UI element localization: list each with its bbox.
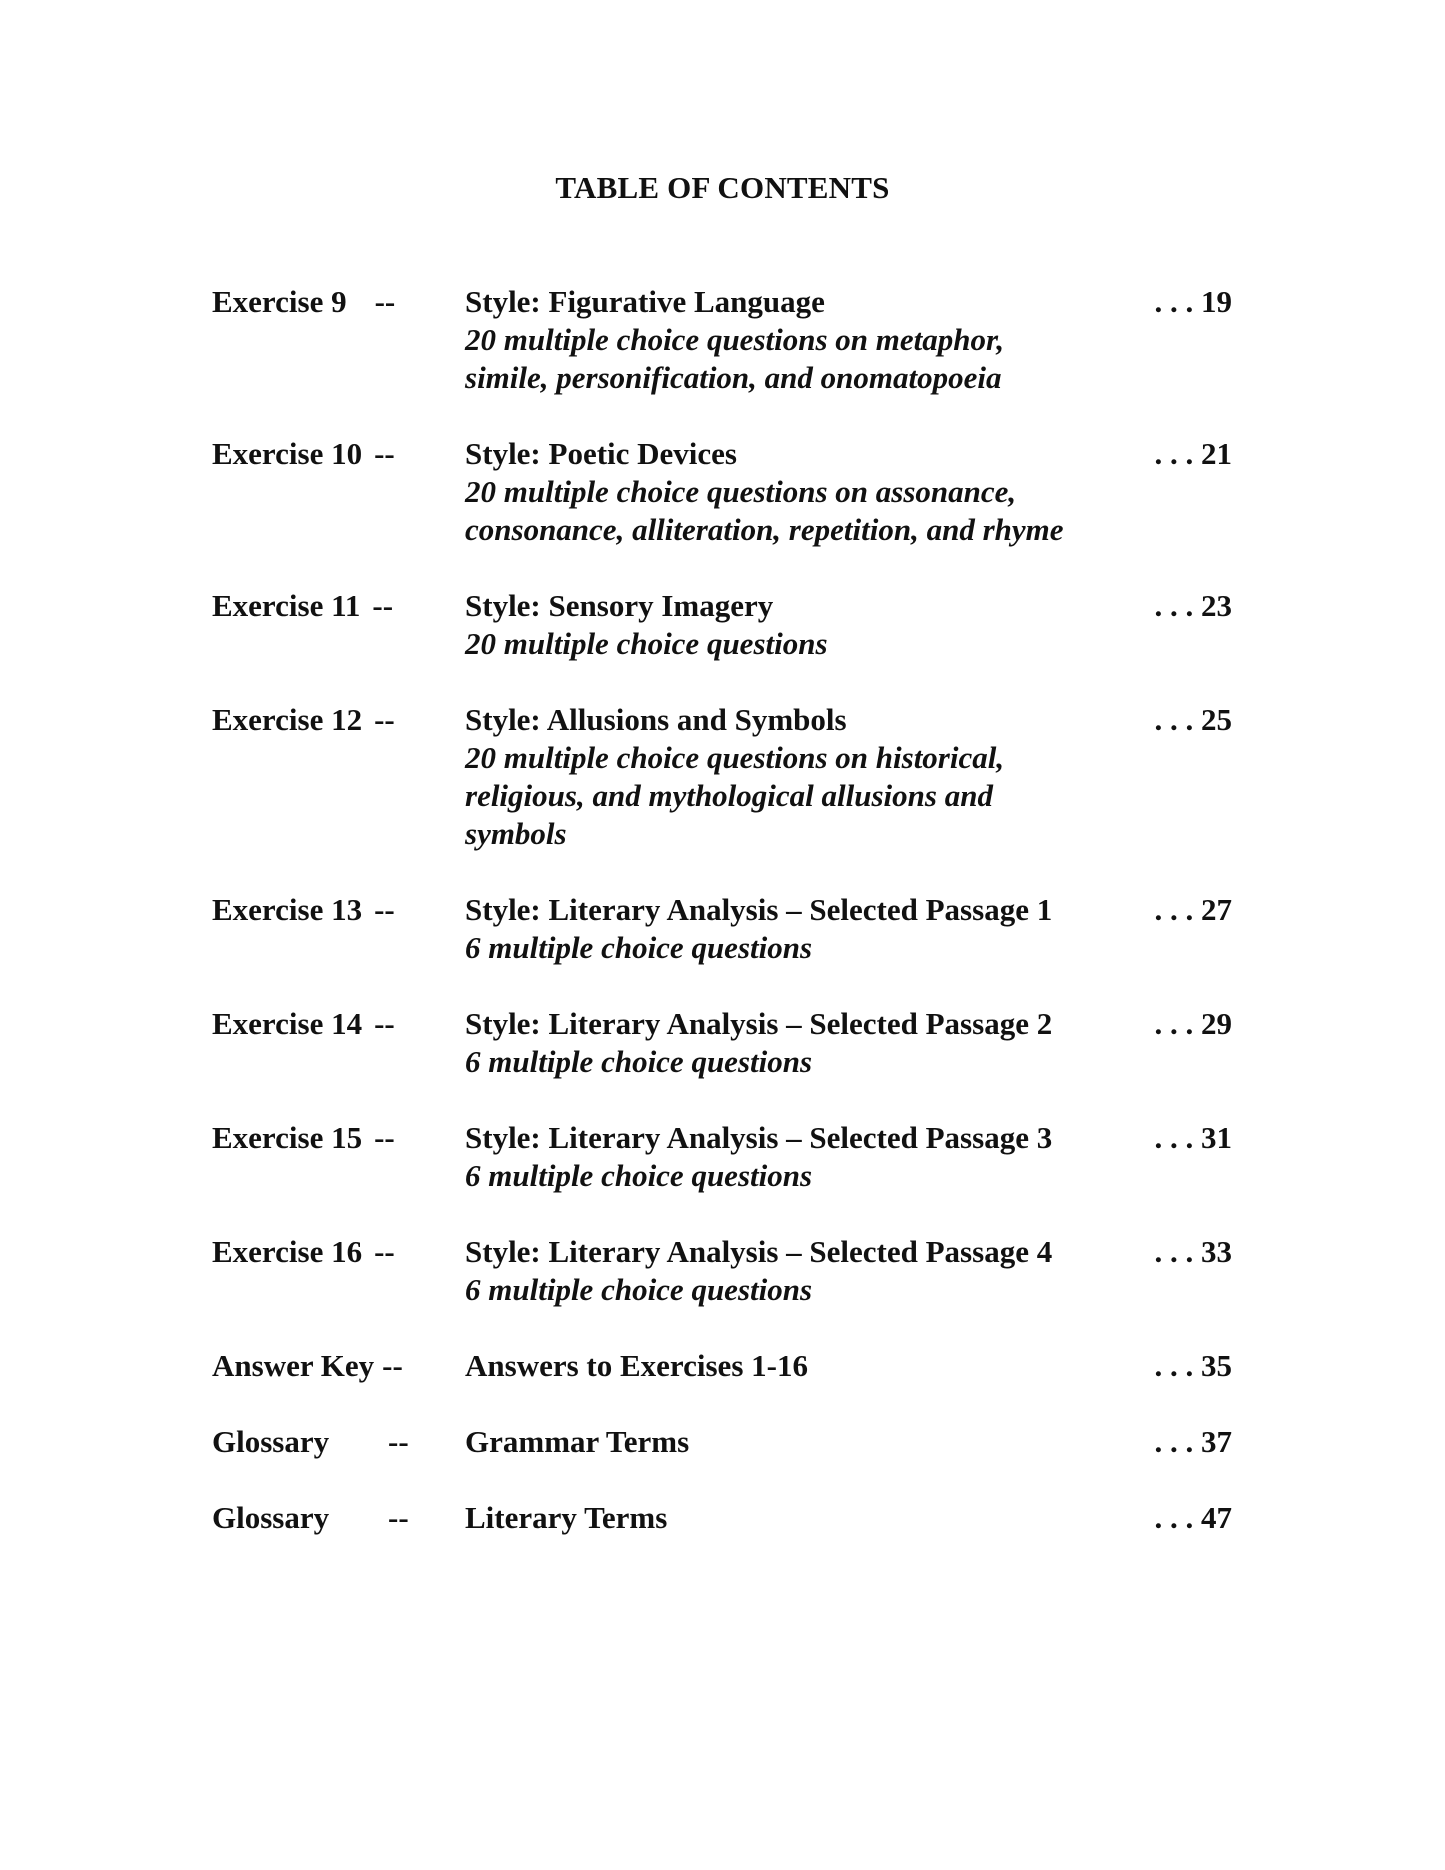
entry-dash: --: [372, 588, 394, 623]
entry-heading: Style: Literary Analysis – Selected Passage 4: [465, 1234, 1053, 1269]
entry-dash: --: [388, 1500, 409, 1535]
entry-label-text: Exercise 16: [212, 1234, 363, 1269]
toc-entry-exercise-11[interactable]: [212, 587, 1232, 663]
entry-label-text: Glossary: [212, 1500, 330, 1535]
entry-dash: --: [374, 1006, 395, 1041]
entry-heading: Literary Terms: [465, 1500, 668, 1535]
entry-label: [212, 891, 465, 929]
entry-heading: Style: Literary Analysis – Selected Passage 1: [465, 892, 1053, 927]
entry-body: [465, 283, 1135, 397]
entry-description: 20 multiple choice questions on historical, religious, and mythological allusions and symbols: [465, 740, 1005, 851]
toc-entry-exercise-12[interactable]: [212, 701, 1232, 853]
toc-entry-exercise-10[interactable]: [212, 435, 1232, 549]
entry-label: [212, 701, 465, 739]
entry-description: 6 multiple choice questions: [465, 1272, 813, 1307]
entry-label-text: Exercise 13: [212, 892, 363, 927]
entry-body: [465, 1423, 1135, 1461]
entry-label: [212, 1005, 465, 1043]
entry-label-text: Exercise 12: [212, 702, 363, 737]
entry-label-text: Exercise 9: [212, 284, 347, 319]
entry-body: [465, 891, 1135, 967]
entry-heading: Style: Figurative Language: [465, 284, 825, 319]
entry-label-text: Exercise 11: [212, 588, 361, 623]
toc-entry-exercise-15[interactable]: [212, 1119, 1232, 1195]
table-of-contents: [212, 283, 1232, 1575]
entry-dash: --: [374, 892, 395, 927]
entry-page-number: . . . 27: [1154, 892, 1232, 927]
entry-body: [465, 1119, 1135, 1195]
entry-label-text: Exercise 15: [212, 1120, 363, 1155]
entry-heading: Style: Sensory Imagery: [465, 588, 774, 623]
entry-dash: --: [374, 702, 395, 737]
entry-label: [212, 1423, 465, 1461]
entry-body: [465, 1499, 1135, 1537]
entry-heading: Style: Literary Analysis – Selected Passage 3: [465, 1120, 1053, 1155]
entry-body: [465, 1347, 1135, 1385]
toc-entry-exercise-16[interactable]: [212, 1233, 1232, 1309]
toc-entry-exercise-14[interactable]: [212, 1005, 1232, 1081]
entry-heading: Answers to Exercises 1-16: [465, 1348, 808, 1383]
entry-label-text: Exercise 14: [212, 1006, 363, 1041]
entry-label: [212, 587, 465, 625]
toc-entry-answer-key[interactable]: [212, 1347, 1232, 1385]
entry-body: [465, 587, 1135, 663]
toc-entry-glossary-grammar[interactable]: [212, 1423, 1232, 1461]
entry-description: 20 multiple choice questions on assonance, consonance, alliteration, repetition, and rhyme: [465, 474, 1064, 547]
entry-label-text: Answer Key: [212, 1348, 375, 1383]
entry-label: [212, 283, 465, 321]
entry-page-number: . . . 19: [1154, 284, 1232, 319]
entry-description: 6 multiple choice questions: [465, 1158, 813, 1193]
entry-body: [465, 701, 1135, 853]
entry-dash: --: [382, 1348, 403, 1383]
entry-body: [465, 435, 1135, 549]
entry-dash: --: [388, 1424, 409, 1459]
entry-label-text: Glossary: [212, 1424, 330, 1459]
entry-dash: --: [374, 436, 395, 471]
entry-label: [212, 1347, 465, 1385]
entry-label-text: Exercise 10: [212, 436, 363, 471]
entry-heading: Style: Allusions and Symbols: [465, 702, 847, 737]
entry-heading: Style: Poetic Devices: [465, 436, 737, 471]
entry-label: [212, 435, 465, 473]
entry-page-number: . . . 25: [1154, 702, 1232, 737]
toc-entry-glossary-literary[interactable]: [212, 1499, 1232, 1537]
entry-description: 6 multiple choice questions: [465, 930, 813, 965]
entry-description: 6 multiple choice questions: [465, 1044, 813, 1079]
entry-dash: --: [374, 284, 396, 319]
entry-page-number: . . . 31: [1154, 1120, 1232, 1155]
entry-label: [212, 1233, 465, 1271]
page-title: TABLE OF CONTENTS: [555, 170, 890, 205]
entry-dash: --: [374, 1120, 395, 1155]
entry-heading: Style: Literary Analysis – Selected Passage 2: [465, 1006, 1053, 1041]
entry-page-number: . . . 23: [1154, 588, 1232, 623]
entry-body: [465, 1233, 1135, 1309]
entry-label: [212, 1499, 465, 1537]
entry-page-number: . . . 29: [1154, 1006, 1232, 1041]
entry-label: [212, 1119, 465, 1157]
entry-page-number: . . . 37: [1154, 1424, 1232, 1459]
entry-page-number: . . . 47: [1154, 1500, 1232, 1535]
entry-dash: --: [374, 1234, 395, 1269]
entry-heading: Grammar Terms: [465, 1424, 690, 1459]
toc-entry-exercise-9[interactable]: [212, 283, 1232, 397]
entry-page-number: . . . 35: [1154, 1348, 1232, 1383]
entry-body: [465, 1005, 1135, 1081]
entry-description: 20 multiple choice questions: [465, 626, 828, 661]
entry-page-number: . . . 21: [1154, 436, 1232, 471]
entry-page-number: . . . 33: [1154, 1234, 1232, 1269]
entry-description: 20 multiple choice questions on metaphor, simile, personification, and onomatopoeia: [465, 322, 1005, 395]
toc-entry-exercise-13[interactable]: [212, 891, 1232, 967]
